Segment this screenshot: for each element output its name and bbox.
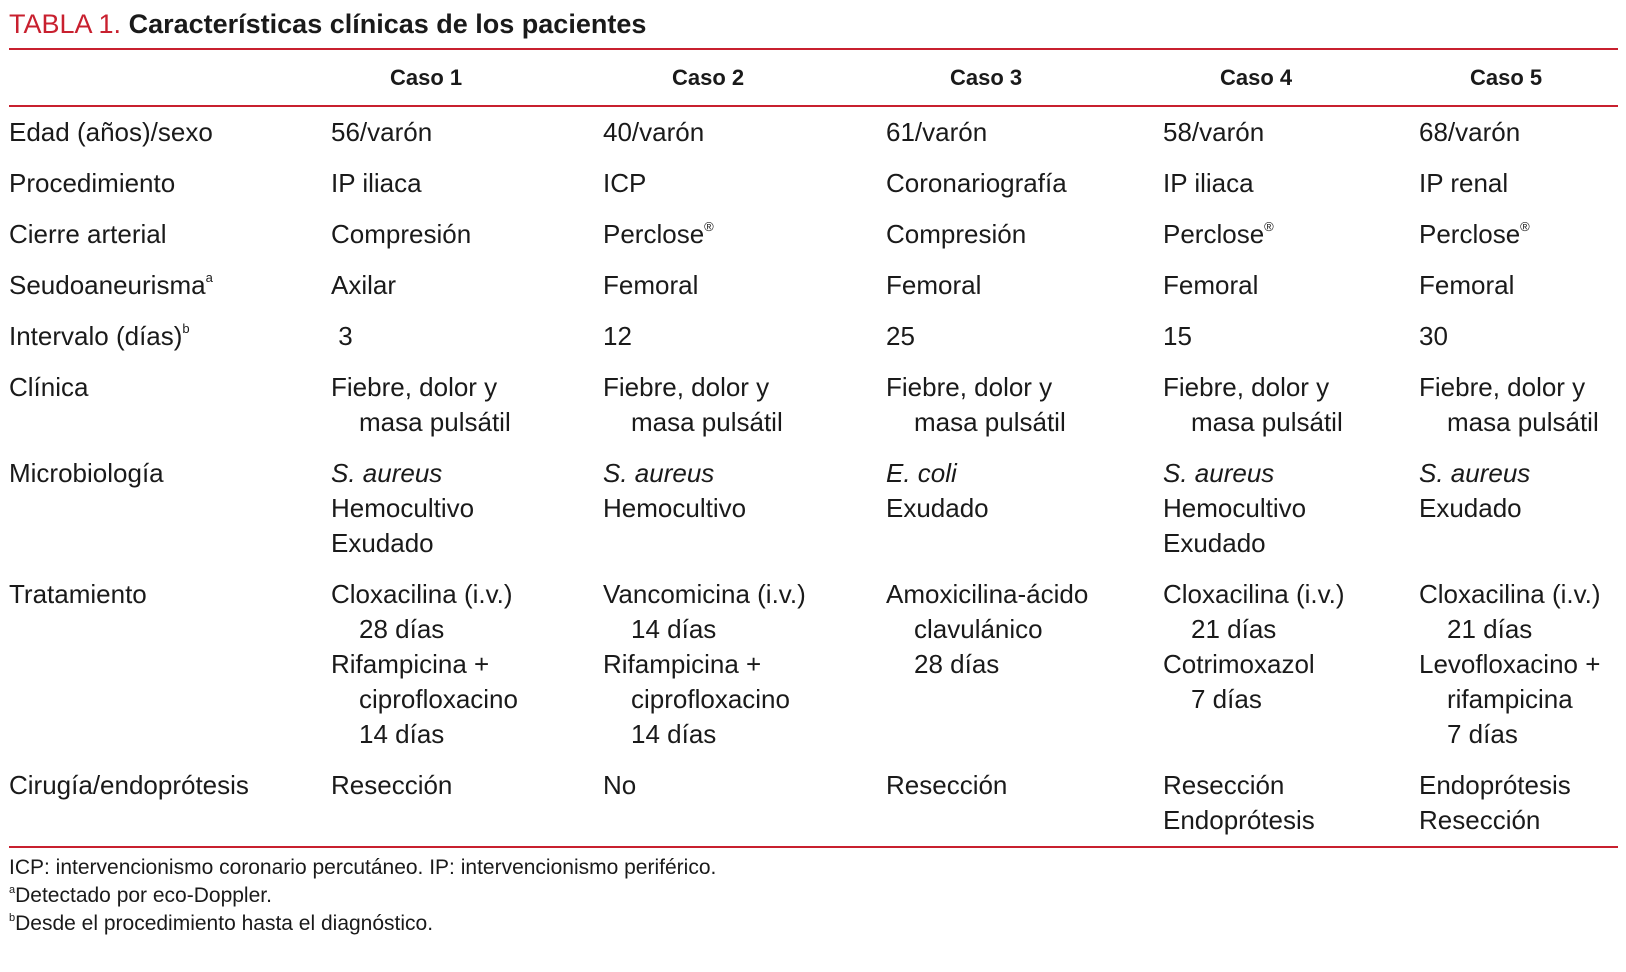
column-header: Caso 4: [1163, 50, 1419, 106]
cell-text: masa pulsátil: [914, 407, 1066, 437]
cell-text: 28 días: [359, 614, 445, 644]
table-cell: [1419, 311, 1618, 362]
table-cell: [1163, 760, 1419, 846]
footnote-marker: a: [9, 884, 16, 896]
cell-line: [1419, 612, 1618, 647]
table-cell: [1419, 362, 1618, 448]
cell-line: [603, 370, 886, 405]
cell-line: [331, 319, 603, 354]
row-label: [9, 209, 331, 260]
cell-text: Hemocultivo: [331, 493, 475, 523]
cell-text: Resección: [1419, 805, 1541, 835]
row-label-text: Tratamiento: [9, 579, 147, 609]
cell-text: S. aureus: [1419, 458, 1531, 488]
cell-text: Femoral: [1163, 270, 1259, 300]
row-label-text: Clínica: [9, 372, 89, 402]
cell-text: Exudado: [1163, 528, 1266, 558]
cell-line: [886, 217, 1163, 252]
footnote-marker: a: [205, 270, 213, 285]
cell-line: [331, 268, 603, 303]
table-title: [9, 6, 1618, 48]
table-row: [9, 106, 1618, 158]
table-row: [9, 260, 1618, 311]
cell-line: [603, 491, 886, 526]
cell-text: ciprofloxacino: [359, 684, 518, 714]
table-cell: [886, 260, 1163, 311]
cell-text: S. aureus: [1163, 458, 1275, 488]
cell-line: [1419, 166, 1618, 201]
cell-line: [1163, 526, 1419, 561]
cell-text: 14 días: [631, 614, 717, 644]
cell-line: [1419, 491, 1618, 526]
cell-text: Cloxacilina (i.v.): [331, 579, 513, 609]
cell-text: Perclose: [1419, 219, 1521, 249]
cell-text: Perclose: [1163, 219, 1265, 249]
cell-line: [1163, 577, 1419, 612]
table-row: [9, 569, 1618, 760]
cell-line: [603, 768, 886, 803]
cell-text: 14 días: [359, 719, 445, 749]
table-number: TABLA 1.: [9, 9, 122, 39]
row-label-text: Microbiología: [9, 458, 164, 488]
cell-text: IP iliaca: [331, 168, 422, 198]
cell-line: [886, 319, 1163, 354]
table-row: [9, 209, 1618, 260]
registered-mark: ®: [1264, 219, 1274, 234]
table-cell: [1419, 448, 1618, 569]
table-cell: [603, 311, 886, 362]
table-body: [9, 106, 1618, 846]
cell-line: [886, 612, 1163, 647]
table-cell: [1163, 362, 1419, 448]
cell-text: Fiebre, dolor y: [331, 372, 498, 402]
cell-text: 7 días: [1191, 684, 1262, 714]
cell-text: Exudado: [1419, 493, 1522, 523]
cell-line: [1419, 370, 1618, 405]
table-cell: [603, 260, 886, 311]
column-header: Caso 3: [886, 50, 1163, 106]
footnote-text: Detectado por eco-Doppler.: [15, 884, 272, 907]
cell-line: [603, 577, 886, 612]
cell-text: masa pulsátil: [1191, 407, 1343, 437]
cell-text: 14 días: [631, 719, 717, 749]
row-label-text: Procedimiento: [9, 168, 176, 198]
cell-line: [1419, 577, 1618, 612]
cell-line: [603, 647, 886, 682]
cell-text: Levofloxacino +: [1419, 649, 1601, 679]
cell-text: 3: [331, 321, 353, 351]
cell-line: [603, 115, 886, 150]
table-cell: [331, 569, 603, 760]
cell-line: [1419, 268, 1618, 303]
cell-text: 7 días: [1447, 719, 1518, 749]
footnote: [9, 910, 1618, 938]
row-label: [9, 260, 331, 311]
cell-line: [331, 456, 603, 491]
header-blank: [9, 50, 331, 106]
row-label: [9, 158, 331, 209]
table-cell: [1163, 569, 1419, 760]
cell-text: Femoral: [886, 270, 982, 300]
cell-text: S. aureus: [603, 458, 715, 488]
header-row: [9, 50, 1618, 106]
table-cell: [331, 158, 603, 209]
table-cell: [1163, 158, 1419, 209]
cell-text: Fiebre, dolor y: [1419, 372, 1586, 402]
cell-text: masa pulsátil: [631, 407, 783, 437]
cell-text: S. aureus: [331, 458, 443, 488]
cell-line: [886, 768, 1163, 803]
cell-text: rifampicina: [1447, 684, 1573, 714]
cell-line: [1163, 456, 1419, 491]
table-cell: [1163, 209, 1419, 260]
cell-line: [1163, 370, 1419, 405]
cell-line: [603, 217, 886, 252]
column-header: Caso 5: [1419, 50, 1618, 106]
cell-line: [1163, 682, 1419, 717]
cell-text: Cotrimoxazol: [1163, 649, 1315, 679]
cell-line: [603, 682, 886, 717]
cell-line: [1419, 647, 1618, 682]
table-cell: [331, 448, 603, 569]
cell-text: Vancomicina (i.v.): [603, 579, 806, 609]
cell-line: [603, 612, 886, 647]
table-cell: [886, 569, 1163, 760]
registered-mark: ®: [1520, 219, 1530, 234]
cell-line: [331, 577, 603, 612]
cell-text: Amoxicilina-ácido: [886, 579, 1089, 609]
row-label-text: Cierre arterial: [9, 219, 167, 249]
cell-text: 56/varón: [331, 117, 433, 147]
row-label-text: Intervalo (días): [9, 321, 183, 351]
row-label-text: Seudoaneurisma: [9, 270, 206, 300]
cell-text: 28 días: [914, 649, 1000, 679]
table-cell: [886, 311, 1163, 362]
table-row: [9, 311, 1618, 362]
cell-line: [603, 166, 886, 201]
cell-line: [1419, 319, 1618, 354]
cell-text: 21 días: [1191, 614, 1277, 644]
table-figure: [9, 6, 1618, 938]
cell-text: No: [603, 770, 637, 800]
cell-line: [331, 647, 603, 682]
cell-line: [1163, 491, 1419, 526]
cell-line: [603, 319, 886, 354]
cell-line: [886, 577, 1163, 612]
row-label: [9, 448, 331, 569]
cell-text: 58/varón: [1163, 117, 1265, 147]
cell-text: Resección: [1163, 770, 1285, 800]
cell-line: [1163, 647, 1419, 682]
cell-text: IP renal: [1419, 168, 1509, 198]
table-cell: [1419, 106, 1618, 158]
cell-text: Fiebre, dolor y: [886, 372, 1053, 402]
cell-text: 30: [1419, 321, 1448, 351]
cell-line: [331, 768, 603, 803]
table-cell: [1419, 760, 1618, 846]
cell-line: [1419, 456, 1618, 491]
cell-line: [1419, 405, 1618, 440]
cell-line: [603, 268, 886, 303]
cell-text: ciprofloxacino: [631, 684, 790, 714]
cell-text: masa pulsátil: [359, 407, 511, 437]
cell-line: [331, 166, 603, 201]
table-cell: [331, 362, 603, 448]
cell-text: Coronariografía: [886, 168, 1067, 198]
footnotes: [9, 848, 1618, 938]
row-label-text: Edad (años)/sexo: [9, 117, 213, 147]
cell-text: Exudado: [331, 528, 434, 558]
cell-text: clavulánico: [914, 614, 1043, 644]
cell-text: 25: [886, 321, 915, 351]
cell-line: [331, 491, 603, 526]
cell-line: [331, 370, 603, 405]
cell-line: [1163, 803, 1419, 838]
cell-line: [331, 612, 603, 647]
cell-line: [886, 647, 1163, 682]
table-cell: [1419, 209, 1618, 260]
clinical-table: [9, 50, 1618, 846]
row-label: [9, 311, 331, 362]
table-cell: [1419, 569, 1618, 760]
table-row: [9, 362, 1618, 448]
table-cell: [886, 448, 1163, 569]
cell-line: [331, 682, 603, 717]
cell-text: Endoprótesis: [1419, 770, 1571, 800]
row-label: [9, 569, 331, 760]
cell-line: [886, 405, 1163, 440]
cell-text: Exudado: [886, 493, 989, 523]
table-cell: [603, 448, 886, 569]
cell-line: [1163, 405, 1419, 440]
row-label-text: Cirugía/endoprótesis: [9, 770, 249, 800]
cell-text: E. coli: [886, 458, 957, 488]
cell-line: [1419, 803, 1618, 838]
cell-line: [886, 166, 1163, 201]
table-cell: [331, 209, 603, 260]
table-cell: [603, 158, 886, 209]
cell-line: [1163, 319, 1419, 354]
table-cell: [886, 106, 1163, 158]
table-row: [9, 760, 1618, 846]
cell-line: [331, 217, 603, 252]
cell-text: Hemocultivo: [1163, 493, 1307, 523]
cell-text: Fiebre, dolor y: [603, 372, 770, 402]
cell-line: [1163, 217, 1419, 252]
footnote-text: Desde el procedimiento hasta el diagnóstico.: [15, 912, 434, 935]
row-label: [9, 760, 331, 846]
cell-line: [886, 268, 1163, 303]
table-row: [9, 158, 1618, 209]
cell-text: Endoprótesis: [1163, 805, 1315, 835]
cell-line: [1163, 768, 1419, 803]
cell-line: [331, 526, 603, 561]
table-cell: [886, 158, 1163, 209]
table-cell: [331, 311, 603, 362]
cell-text: 68/varón: [1419, 117, 1521, 147]
footnote-marker: b: [9, 912, 16, 924]
table-cell: [331, 106, 603, 158]
registered-mark: ®: [704, 219, 714, 234]
cell-text: Cloxacilina (i.v.): [1163, 579, 1345, 609]
cell-line: [1419, 682, 1618, 717]
column-header: Caso 1: [331, 50, 603, 106]
cell-text: Rifampicina +: [331, 649, 490, 679]
table-cell: [331, 760, 603, 846]
table-cell: [886, 362, 1163, 448]
table-cell: [886, 760, 1163, 846]
cell-line: [1419, 115, 1618, 150]
cell-text: 12: [603, 321, 632, 351]
table-cell: [603, 106, 886, 158]
cell-line: [603, 717, 886, 752]
cell-line: [603, 456, 886, 491]
cell-line: [1419, 717, 1618, 752]
cell-text: ICP: [603, 168, 647, 198]
cell-text: IP iliaca: [1163, 168, 1254, 198]
cell-text: Compresión: [886, 219, 1027, 249]
cell-line: [603, 405, 886, 440]
cell-line: [331, 717, 603, 752]
table-cell: [1163, 260, 1419, 311]
table-cell: [603, 209, 886, 260]
cell-line: [331, 115, 603, 150]
cell-text: 15: [1163, 321, 1192, 351]
cell-line: [331, 405, 603, 440]
table-cell: [1163, 311, 1419, 362]
cell-text: 21 días: [1447, 614, 1533, 644]
cell-text: Axilar: [331, 270, 397, 300]
cell-line: [1419, 768, 1618, 803]
row-label: [9, 362, 331, 448]
column-header: Caso 2: [603, 50, 886, 106]
table-cell: [603, 760, 886, 846]
table-cell: [331, 260, 603, 311]
cell-text: Compresión: [331, 219, 472, 249]
cell-line: [1419, 217, 1618, 252]
cell-line: [886, 491, 1163, 526]
table-cell: [1163, 106, 1419, 158]
cell-text: Hemocultivo: [603, 493, 747, 523]
footnote-text: ICP: intervencionismo coronario percutáneo. IP: intervencionismo periférico.: [9, 856, 717, 879]
table-cell: [886, 209, 1163, 260]
footnote: [9, 882, 1618, 910]
cell-line: [1163, 166, 1419, 201]
footnote: [9, 854, 1618, 882]
table-row: [9, 448, 1618, 569]
cell-text: 40/varón: [603, 117, 705, 147]
table-caption: Características clínicas de los pacientes: [128, 9, 647, 39]
cell-line: [886, 370, 1163, 405]
cell-text: masa pulsátil: [1447, 407, 1599, 437]
cell-line: [1163, 268, 1419, 303]
table-cell: [1163, 448, 1419, 569]
cell-text: Femoral: [603, 270, 699, 300]
cell-line: [886, 456, 1163, 491]
row-label: [9, 106, 331, 158]
table-cell: [1419, 260, 1618, 311]
cell-text: 61/varón: [886, 117, 988, 147]
cell-text: Fiebre, dolor y: [1163, 372, 1330, 402]
footnote-marker: b: [182, 321, 190, 336]
table-cell: [603, 569, 886, 760]
cell-text: Rifampicina +: [603, 649, 762, 679]
table-cell: [603, 362, 886, 448]
table-cell: [1419, 158, 1618, 209]
cell-line: [886, 115, 1163, 150]
cell-line: [1163, 115, 1419, 150]
cell-text: Resección: [331, 770, 453, 800]
cell-text: Perclose: [603, 219, 705, 249]
cell-text: Femoral: [1419, 270, 1515, 300]
cell-text: Resección: [886, 770, 1008, 800]
cell-line: [1163, 612, 1419, 647]
cell-text: Cloxacilina (i.v.): [1419, 579, 1601, 609]
